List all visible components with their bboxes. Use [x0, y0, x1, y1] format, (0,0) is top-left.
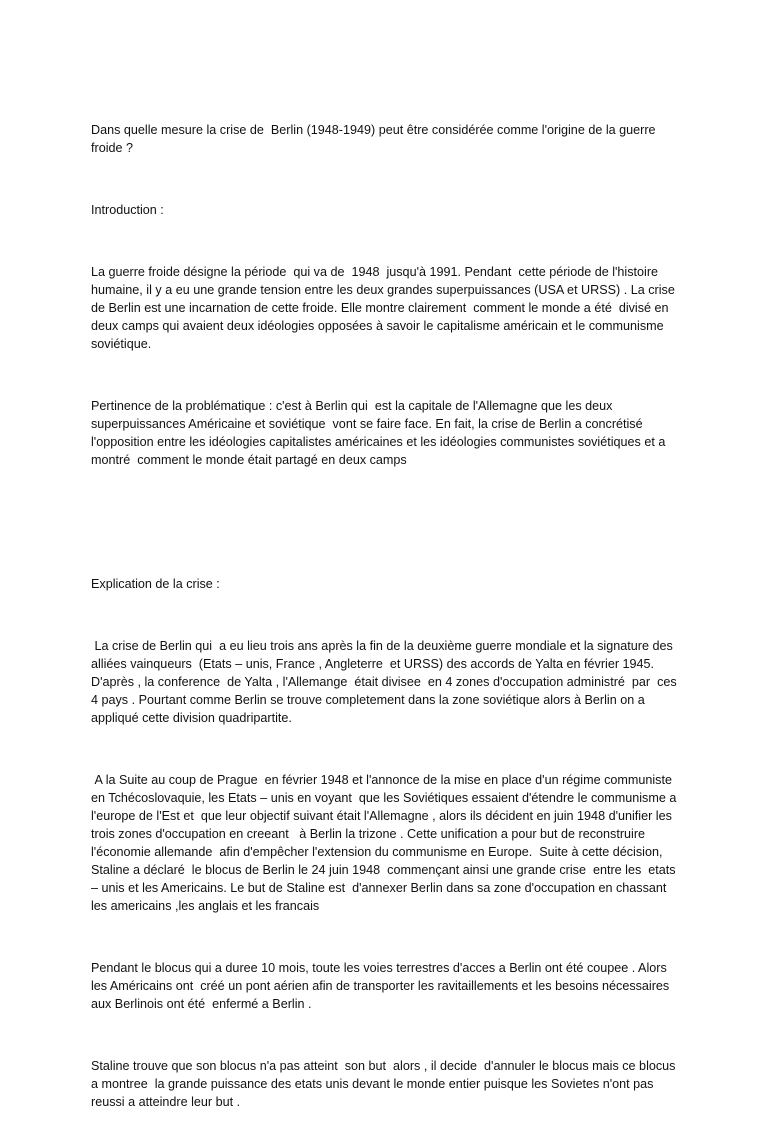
document-title: Dans quelle mesure la crise de Berlin (1948-1949) peut être considérée comme l'origine de la guerre froide ? — [91, 123, 660, 155]
explication-paragraph-4: Staline trouve que son blocus n'a pas atteint son but alors , il decide d'annuler le blocus mais ce blocus a montree la grande puissance des etats unis devant le monde entier puisque les Sovietes n'ont pas reussi a atteindre leur but . — [91, 1059, 679, 1109]
document-page — [91, 85, 685, 1137]
explication-heading: Explication de la crise : — [91, 577, 220, 591]
pertinence-paragraph: Pertinence de la problématique : c'est à Berlin qui est la capitale de l'Allemagne que les deux superpuissances Américaine et soviétique vont se faire face. En fait, la crise de Berlin a concrétisé l'opposition entre les idéologies capitalistes américaines et les idéologies communistes soviétiques et a montré comment le monde était partagé en deux camps — [91, 399, 669, 467]
explication-paragraph-1: La crise de Berlin qui a eu lieu trois ans après la fin de la deuxième guerre mondiale et la signature des alliées vainqueurs (Etats – unis, France , Angleterre et URSS) des accords de Yalta en février 1945. D'après , la conference de Yalta , l'Allemange était divisee en 4 zones d'occupation administré par ces 4 pays . Pourtant comme Berlin se trouve completement dans la zone soviétique alors à Berlin on a appliqué cette division quadripartite. — [91, 639, 681, 725]
introduction-heading: Introduction : — [91, 203, 164, 217]
explication-paragraph-3: Pendant le blocus qui a duree 10 mois, toute les voies terrestres d'acces a Berlin ont été coupee . Alors les Américains ont créé un pont aérien afin de transporter les ravitaillements et les besoins nécessaires aux Berlinois ont été enfermé a Berlin . — [91, 961, 673, 1011]
explication-paragraph-2: A la Suite au coup de Prague en février 1948 et l'annonce de la mise en place d'un régime communiste en Tchécoslovaquie, les Etats – unis en voyant que les Soviétiques essaient d'étendre le communisme a l'europe de l'Est et que leur objectif suivant était l'Allemagne , alors ils décident en juin 1948 d'unifier les trois zones d'occupation en creeant à Berlin la trizone . Cette unification a pour but de reconstruire l'économie allemande afin d'empêcher l'extension du communisme en Europe. Suite à cette décision, Staline a déclaré le blocus de Berlin le 24 juin 1948 commençant ainsi une grande crise entre les etats – unis et les Americains. Le but de Staline est d'annexer Berlin dans sa zone d'occupation en chassant les americains ,les anglais et les francais — [91, 773, 680, 913]
blank-line-spacer — [91, 513, 685, 539]
introduction-paragraph: La guerre froide désigne la période qui va de 1948 jusqu'à 1991. Pendant cette période de l'histoire humaine, il y a eu une grande tension entre les deux grandes superpuissances (USA et URSS) . La crise de Berlin est une incarnation de cette froide. Elle montre clairement comment le monde a été divisé en deux camps qui avaient deux idéologies opposées à savoir le capitalisme américain et le communisme soviétique. — [91, 265, 679, 351]
